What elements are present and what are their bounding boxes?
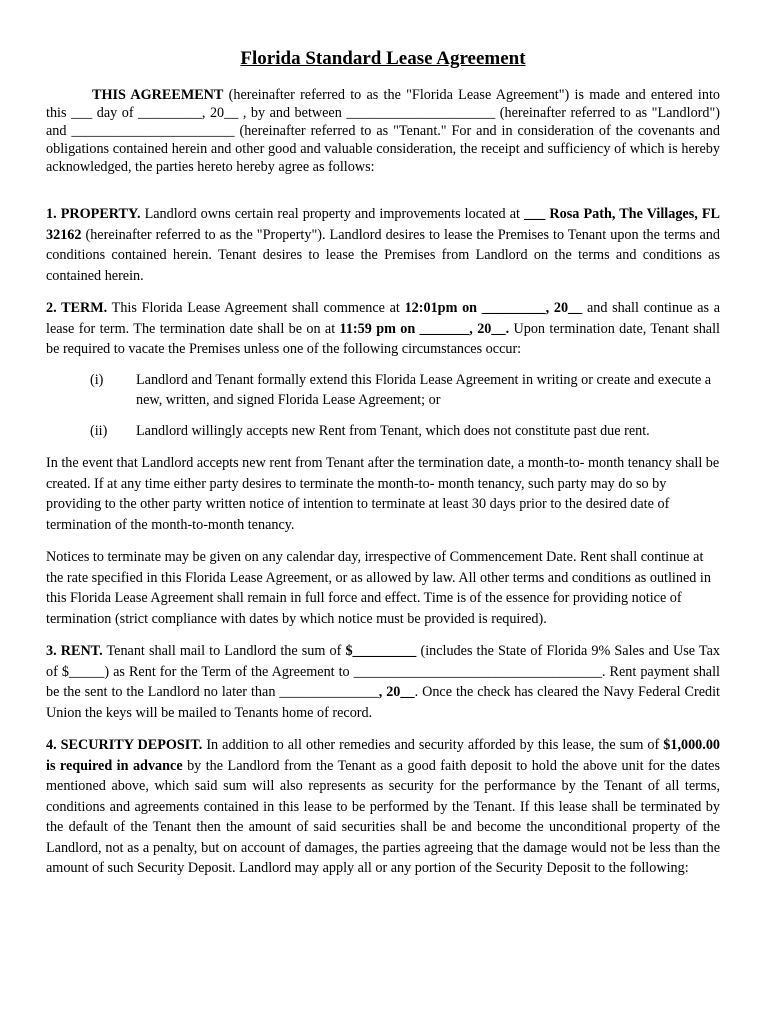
intro-lead: THIS AGREEMENT [92,87,224,103]
rent-text-1: Tenant shall mail to Landlord the sum of [102,643,346,659]
property-text-2: (hereinafter referred to as the "Property"). Landlord desires to lease the Premises to Tenant upon the terms and conditions contained herein. Tenant desires to lease the Premises from Landlord on the terms and conditions as contained herein. [46,226,720,284]
term-end: 11:59 pm on _______, 20__. [339,320,510,337]
section-term [46,298,720,360]
property-heading: 1. PROPERTY. [46,206,141,222]
term-text-2: and shall continue as a lease for term. The termination date shall be on at [46,300,721,337]
term-text-3: Upon termination date, Tenant shall be required to vacate the Premises unless one of the following circumstances occur: [46,320,720,357]
section-rent [46,641,720,723]
rent-year: , 20__ [378,684,415,700]
rent-amount: $_________ [345,643,417,659]
section-security-deposit [46,735,720,879]
rent-text-3: . Once the check has cleared the Navy Federal Credit Union the keys will be mailed to Tenants home of record. [46,684,720,721]
list-item [46,370,720,411]
document-title: Florida Standard Lease Agreement [240,48,526,69]
list-item [46,421,720,442]
term-heading: 2. TERM. [46,300,108,316]
deposit-amount: $1,000.00 is required in advance [46,737,720,774]
rent-text-2: (includes the State of Florida 9% Sales and Use Tax of $_____) as Rent for the Term of the Agreement to ___________________________________. Rent payment shall be the sent to the Landlord no later than ______________ [46,643,720,700]
term-month-to-month-paragraph: In the event that Landlord accepts new rent from Tenant after the termination date, a month-to- month tenancy shall be created. If at any time either party desires to terminate the month-to- month tenancy, such party may do so by providing to the other party written notice of intention to terminate at least 30 days prior to the desired date of termination of the month-to-month tenancy. [46,455,720,533]
section-property [46,204,720,286]
term-circumstances-list [46,370,720,442]
deposit-text-2: by the Landlord from the Tenant as a good faith deposit to hold the above unit for the dates mentioned above, which said sum will also represents as security for the performance by the Tenant of all terms, conditions and agreements contained in this lease to be performed by the Tenant. If this lease shall be terminated by the default of the Tenant then the amount of said securities shall be and become the unconditional property of the Landlord, not as a penalty, but on account of damages, the parties agreeing that the damage would not be less than the amount of such Security Deposit. Landlord may apply all or any portion of the Security Deposit to the following: [46,757,720,876]
list-item-text: Landlord and Tenant formally extend this Florida Lease Agreement in writing or create and execute a new, written, and signed Florida Lease Agreement; or [136,371,712,408]
list-item-number: (i) [90,371,104,388]
intro-text: (hereinafter referred to as the "Florida Lease Agreement") is made and entered into this ___ day of _________, 20__ , by and between _____________________ (hereinafter referred to as "Landlord") and _______________________ (hereinafter referred to as "Tenant." For and in consideration of the covenants and obligations contained herein and other good and valuable consideration, the receipt and sufficiency of which is hereby acknowledged, the parties hereto hereby agree as follows: [46,87,720,175]
list-item-text: Landlord willingly accepts new Rent from Tenant, which does not constitute past due rent. [136,422,650,439]
term-text-1: This Florida Lease Agreement shall commence at [107,300,405,316]
term-notices-paragraph: Notices to terminate may be given on any calendar day, irrespective of Commencement Date. Rent shall continue at the rate specified in this Florida Lease Agreement, or as allowed by law. All other terms and conditions as outlined in this Florida Lease Agreement shall remain in full force and effect. Time is of the essence for providing notice of termination (strict compliance with dates by which notice must be provided is required). [46,549,711,627]
rent-heading: 3. RENT. [46,643,103,659]
deposit-text-1: In addition to all other remedies and security afforded by this lease, the sum of [202,737,664,753]
property-address: ___ Rosa Path, The Villages, FL 32162 [46,206,720,243]
term-start: 12:01pm on _________, 20__ [404,300,583,316]
deposit-heading: 4. SECURITY DEPOSIT. [46,737,203,753]
property-text-1: Landlord owns certain real property and improvements located at [140,206,525,222]
intro-paragraph [46,86,720,176]
list-item-number: (ii) [90,422,108,439]
